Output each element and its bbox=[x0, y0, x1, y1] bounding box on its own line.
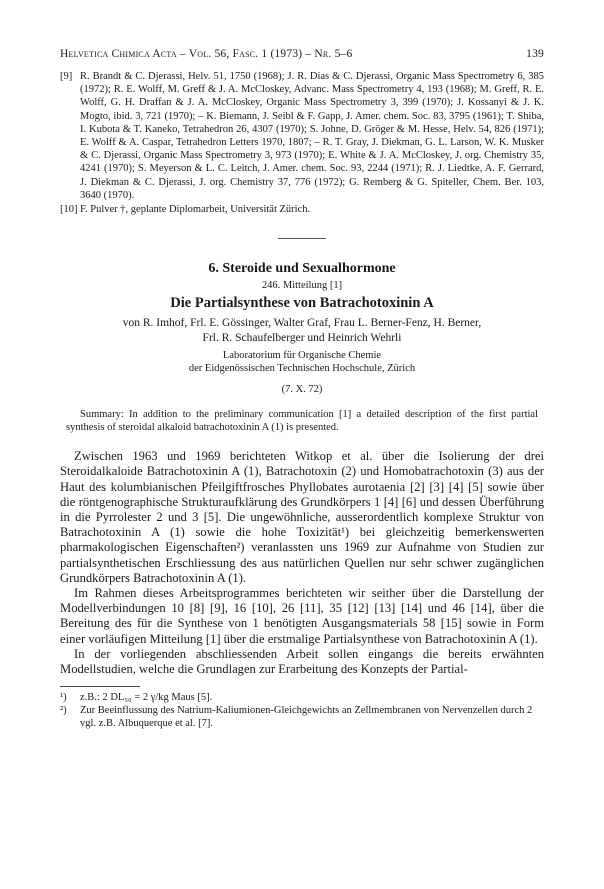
body-text bbox=[60, 449, 544, 677]
summary: Summary: In addition to the preliminary communication [1] a detailed description of the first partial synthesis of steroidal alkaloid batrachotoxinin A (1) is presented. bbox=[66, 409, 538, 434]
footnote-text: Zur Beeinflussung des Natrium-Kaliumionen-Gleichgewichts an Zellmembranen von Nervenzellen durch 2 vgl. z.B. Albuquerque et al. [7]. bbox=[80, 705, 533, 730]
footnote-list bbox=[60, 691, 544, 730]
footnote-item bbox=[60, 691, 544, 704]
reference-text: F. Pulver †, geplante Diplomarbeit, Universität Zürich. bbox=[80, 204, 311, 216]
affiliation-line: Laboratorium für Organische Chemie bbox=[222, 350, 382, 362]
reference-item bbox=[60, 70, 544, 202]
communication-number: 246. Mitteilung [1] bbox=[261, 280, 343, 292]
reference-list bbox=[60, 70, 544, 216]
section-title: 6. Steroide und Sexualhormone bbox=[208, 261, 396, 277]
reference-item bbox=[60, 203, 544, 216]
section-divider bbox=[278, 238, 326, 239]
reference-number: [10] bbox=[60, 204, 78, 216]
author-list bbox=[60, 316, 544, 346]
footnote-divider bbox=[60, 686, 140, 687]
authors-line: Frl. R. Schaufelberger und Heinrich Wehrli bbox=[202, 332, 402, 345]
received-date: (7. X. 72) bbox=[281, 384, 323, 396]
reference-number: [9] bbox=[60, 71, 73, 82]
body-paragraph: In der vorliegenden abschliessenden Arbeit sollen eingangs die bereits erwähnten Modellstudien, welche die Grundlagen zur Erarbeitung des Konzepts der Partial- bbox=[60, 646, 544, 677]
running-head bbox=[60, 48, 544, 60]
journal-header: Helvetica Chimica Acta – Vol. 56, Fasc. 1 (1973) – Nr. 5–6 bbox=[60, 48, 353, 60]
body-paragraph: Zwischen 1963 und 1969 berichteten Witkop et al. über die Isolierung der drei Steroidalkaloide Batrachotoxinin A (1), Batrachotoxin (2) und Homobatrachotoxin (3) aus der Haut des kolumbianischen Pfeilgiftfrosches Phyllobates aurotaenia [2] [3] [4] [5] sowie über die röntgenographische Strukturaufklärung des Grundkörpers 1 [4] [6] und dessen Überführung in die Pyrrolester 2 und 3 [5]. Die ungewöhnliche, ausserordentlich komplexe Struktur von Batrachotoxinin A (1) sowie die hohe Toxizität¹) bei gleichzeitig bemerkenswerten pharmakologischen Eigenschaften²) veranlassten uns 1969 zur Aufnahme von Studien zur partialsynthetischen Erschliessung des aus natürlichen Quellen nur sehr schwer zugänglichen Grundkörpers Batrachotoxinin A (1). bbox=[60, 449, 544, 585]
article-title: Die Partialsynthese von Batrachotoxinin A bbox=[170, 295, 434, 312]
document-page bbox=[60, 48, 544, 730]
footnote-number: ²) bbox=[60, 705, 67, 717]
authors-line: von R. Imhof, Frl. E. Gössinger, Walter Graf, Frau L. Berner-Fenz, H. Berner, bbox=[122, 317, 482, 330]
reference-text: R. Brandt & C. Djerassi, Helv. 51, 1750 (1968); J. R. Dias & C. Djerassi, Organic Mass Spectrometry 6, 385 (1972); R. E. Wolff, M. Greff & J. A. McCloskey, Advanc. Mass Spectrometry 4, 193 (1968); M. Greff, R. E. Wolff, G. H. Draffan & J. A. McCloskey, Organic Mass Spectrometry 3, 399 (1970); J. Kossanyi & J. K. Mogto, ibid. 3, 721 (1970); – K. Biemann, J. Seibl & F. Gapp, J. Amer. chem. Soc. 83, 3795 (1961); T. Shiba, I. Kubota & T. Kaneko, Tetrahedron 26, 4307 (1970); S. Johne, D. Gröger & M. Hesse, Helv. 54, 826 (1971); E. Wolff & A. Caspar, Tetrahedron Letters 1970, 1807; – R. T. Gray, J. Diekman, G. L. Larson, W. K. Musker & C. Djerassi, Organic Mass Spectrometry 3, 973 (1970); E. White & J. A. McCloskey, J. org. Chemistry 35, 4241 (1970); S. Meyerson & L. C. Leitch, J. Amer. chem. Soc. 93, 2244 (1971); R. J. Liedtke, A. F. Gerrard, J. Diekman & C. Djerassi, J. org. Chemistry 37, 776 (1972); G. Remberg & G. Spiteller, Chem. Ber. 103, 3640 (1970). bbox=[80, 71, 544, 201]
body-paragraph: Im Rahmen dieses Arbeitsprogrammes berichteten wir seither über die Darstellung der Modellverbindungen 10 [8] [9], 16 [10], 26 [11], 35 [12] [13] [14] und 46 [14], über die Bereitung des für die Synthese von 1 benötigten Ausgangsmaterials 58 [15] sowie in Form einer vorläufigen Mitteilung [1] über die erstmalige Partialsynthese von Batrachotoxinin A (1). bbox=[60, 586, 544, 646]
affiliation bbox=[60, 349, 544, 375]
affiliation-line: der Eidgenössischen Technischen Hochschule, Zürich bbox=[188, 363, 416, 375]
footnote-item bbox=[60, 704, 544, 730]
footnote-text: z.B.: 2 DL₅₀ = 2 γ/kg Maus [5]. bbox=[80, 692, 213, 704]
page-number: 139 bbox=[526, 48, 544, 60]
footnote-number: ¹) bbox=[60, 692, 67, 704]
